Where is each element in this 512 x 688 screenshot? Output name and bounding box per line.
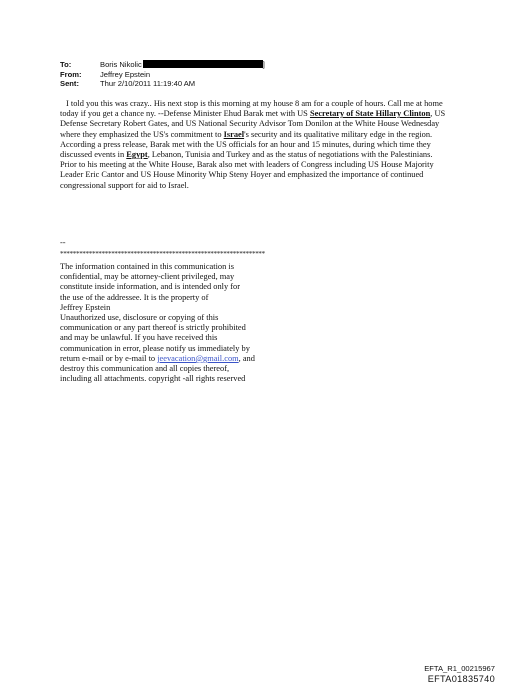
disclaimer-text: , and bbox=[238, 353, 255, 363]
body-text: 's security and its qualitative military edge in the region. bbox=[244, 129, 433, 139]
link-egypt[interactable]: Egypt bbox=[126, 150, 148, 160]
sent-value: Thur 2/10/2011 11:19:40 AM bbox=[100, 79, 196, 89]
to-label: To: bbox=[60, 60, 72, 69]
to-suffix: ] bbox=[262, 60, 265, 69]
bates-number-1: EFTA_R1_00215967 bbox=[424, 664, 495, 673]
to-row bbox=[60, 60, 265, 70]
disclaimer-line: the use of the addressee. It is the property of bbox=[60, 292, 209, 302]
body-paragraph-1 bbox=[60, 99, 456, 140]
link-israel[interactable]: Israel bbox=[223, 129, 245, 139]
body-text: , US Defense Secretary Robert Gates, and US National Security Advisor Tom Donilon at the White House Wednesday where they emphasized the US's commitment to bbox=[60, 109, 446, 139]
disclaimer-line: including all attachments. copyright -all rights reserved bbox=[60, 374, 246, 384]
confidentiality-disclaimer bbox=[60, 262, 320, 384]
from-label: From: bbox=[60, 69, 82, 79]
disclaimer-line: constitute inside information, and is intended only for bbox=[60, 282, 241, 292]
body-text: , Lebanon, Tunisia and Turkey and as the status of negotiations with the Palestinians. bbox=[147, 150, 433, 160]
redaction-bar bbox=[143, 60, 263, 68]
disclaimer-line: and may be unlawful. If you have received this bbox=[60, 333, 218, 343]
disclaimer-line: destroy this communication and all copies thereof, bbox=[60, 364, 230, 374]
to-value bbox=[100, 60, 265, 70]
disclaimer-line bbox=[60, 354, 320, 364]
signature-separator: -- bbox=[60, 238, 66, 247]
to-name: Boris Nikolic bbox=[100, 60, 142, 69]
disclaimer-line: The information contained in this communication is bbox=[60, 262, 234, 271]
link-secretary-of-state[interactable]: Secretary of State Hillary Clinton bbox=[309, 109, 431, 119]
from-row bbox=[60, 70, 265, 80]
body-paragraph-3: Prior to his meeting at the White House, Barak also met with leaders of Congress including US House Majority Leader Eric Cantor and US House Minority Whip Steny Hoyer and emphasized the importance of continued congressional support for aid to Israel. bbox=[60, 160, 434, 190]
body-text: According a press release, Barak met with the US officials for an hour and 15 minutes, during which time they discussed events in bbox=[60, 139, 431, 160]
disclaimer-line: confidential, may be attorney-client privileged, may bbox=[60, 272, 235, 282]
disclaimer-line: communication in error, please notify us immediately by bbox=[60, 343, 250, 353]
email-header bbox=[60, 60, 265, 89]
sent-row bbox=[60, 79, 265, 89]
body-paragraph-2 bbox=[60, 140, 456, 160]
body-text: I told you this was crazy.. His next stop is this morning at my house 8 am for a couple of hours. Call me at home today if you get a chance ny. --Defense Minister Ehud Barak met with US bbox=[60, 99, 443, 119]
email-body bbox=[60, 99, 456, 191]
disclaimer-line: communication or any part thereof is strictly prohibited bbox=[60, 323, 246, 333]
bates-number-2: EFTA01835740 bbox=[427, 674, 495, 684]
disclaimer-text: return e-mail or by e-mail to bbox=[60, 353, 158, 363]
from-value: Jeffrey Epstein bbox=[100, 69, 151, 79]
sent-label: Sent: bbox=[60, 79, 79, 89]
asterisk-divider: **************************************************************** bbox=[60, 250, 265, 258]
disclaimer-line: Unauthorized use, disclosure or copying of this bbox=[60, 313, 219, 323]
email-link[interactable]: jeevacation@gmail.com bbox=[157, 353, 239, 363]
disclaimer-line: Jeffrey Epstein bbox=[60, 302, 111, 312]
